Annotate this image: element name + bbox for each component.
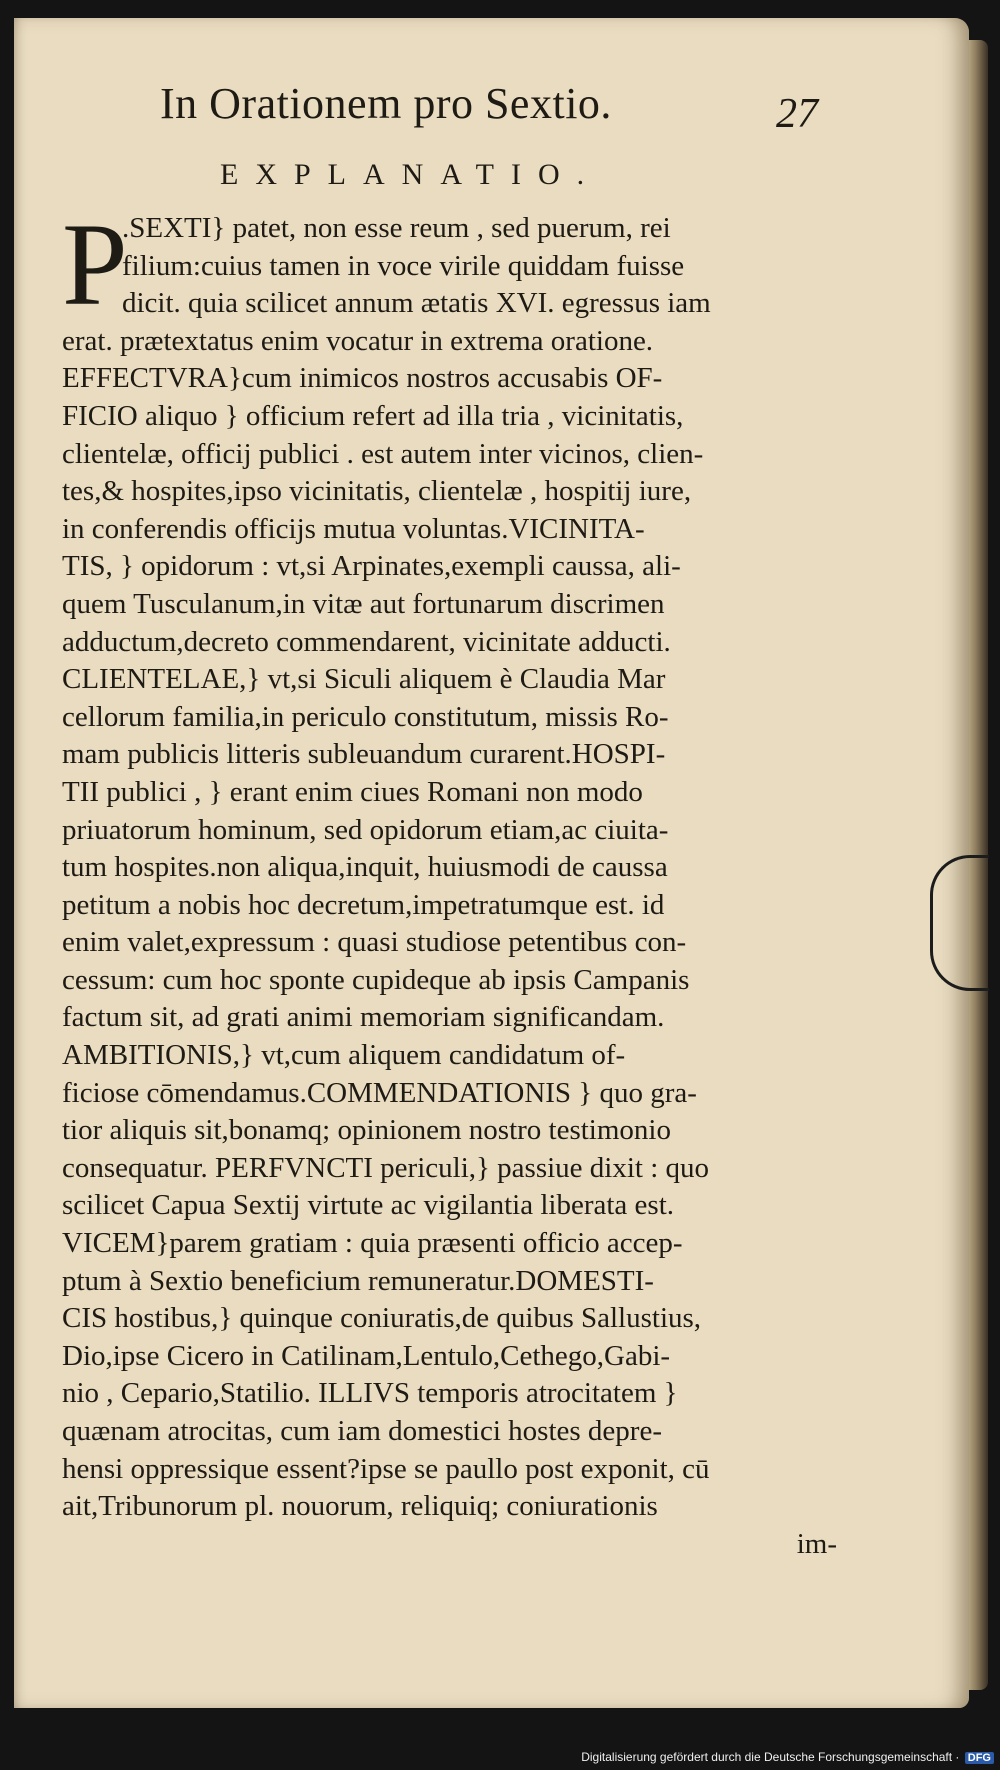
text-line: cellorum familia,in periculo constitutum, missis Ro- xyxy=(62,700,669,733)
text-line: priuatorum hominum, sed opidorum etiam,ac ciuita- xyxy=(62,813,669,846)
text-line: factum sit, ad grati animi memoriam significandam. xyxy=(62,1001,665,1034)
text-line: cessum: cum hoc sponte cupideque ab ipsis Campanis xyxy=(62,963,690,996)
section-heading: EXPLANATIO. xyxy=(220,158,602,191)
text-line: TII publici , } erant enim ciues Romani non modo xyxy=(62,775,643,808)
text-line: ficiose cōmendamus.COMMENDATIONIS } quo gra- xyxy=(62,1076,697,1109)
digitization-credit xyxy=(581,1750,994,1764)
text-line: .SEXTI} patet, non esse reum , sed puerum, rei xyxy=(122,212,671,244)
text-line: nio , Cepario,Statilio. ILLIVS temporis atrocitatem } xyxy=(62,1377,678,1410)
text-line: quem Tusculanum,in vitæ aut fortunarum discrimen xyxy=(62,587,665,620)
text-line: in conferendis officijs mutua voluntas.VICINITA- xyxy=(62,512,645,545)
text-line: ptum à Sextio beneficium remuneratur.DOMESTI- xyxy=(62,1264,654,1297)
text-line: TIS, } opidorum : vt,si Arpinates,exempli caussa, ali- xyxy=(62,550,681,583)
page-clip xyxy=(930,855,989,991)
text-line: tes,& hospites,ipso vicinitatis, clientelæ , hospitij iure, xyxy=(62,475,692,508)
catchword: im- xyxy=(796,1527,837,1560)
text-line: AMBITIONIS,} vt,cum aliquem candidatum of- xyxy=(62,1039,626,1072)
text-line: mam publicis litteris subleuandum curarent.HOSPI- xyxy=(62,738,666,771)
text-line: ait,Tribunorum pl. nouorum, reliquiq; coniurationis xyxy=(62,1490,658,1523)
page-number: 27 xyxy=(776,91,818,137)
text-line: dicit. quia scilicet annum ætatis XVI. egressus iam xyxy=(122,287,711,320)
text-line: clientelæ, officij publici . est autem inter vicinos, clien- xyxy=(62,437,704,470)
text-line: adductum,decreto commendarent, vicinitate adducti. xyxy=(62,625,671,658)
text-line: CIS hostibus,} quinque coniuratis,de quibus Sallustius, xyxy=(62,1302,702,1335)
text-line: scilicet Capua Sextij virtute ac vigilantia liberata est. xyxy=(62,1189,675,1222)
text-line: tum hospites.non aliqua,inquit, huiusmodi de caussa xyxy=(62,851,668,884)
drop-cap: P xyxy=(62,199,128,330)
text-line: consequatur. PERFVNCTI periculi,} passiue dixit : quo xyxy=(62,1151,710,1184)
text-line: Dio,ipse Cicero in Catilinam,Lentulo,Cethego,Gabi- xyxy=(62,1339,671,1372)
text-line: petitum a nobis hoc decretum,impetratumque est. id xyxy=(62,888,665,921)
text-line: EFFECTVRA}cum inimicos nostros accusabis OF- xyxy=(62,362,663,395)
running-head: In Orationem pro Sextio. xyxy=(160,79,612,128)
text-line: CLIENTELAE,} vt,si Siculi aliquem è Claudia Mar xyxy=(62,663,666,696)
text-line: FICIO aliquo } officium refert ad illa tria , vicinitatis, xyxy=(62,399,684,432)
text-line: hensi oppressique essent?ipse se paullo post exponit, cū xyxy=(62,1452,710,1485)
text-line: VICEM}parem gratiam : quia præsenti officio accep- xyxy=(62,1227,683,1260)
text-line: tior aliquis sit,bonamq; opinionem nostro testimonio xyxy=(62,1114,671,1147)
dfg-logo: DFG xyxy=(965,1752,994,1764)
text-line: filium:cuius tamen in voce virile quiddam fuisse xyxy=(122,249,685,282)
body-text xyxy=(62,210,837,1563)
text-line: quænam atrocitas, cum iam domestici hostes depre- xyxy=(62,1415,662,1447)
text-line: enim valet,expressum : quasi studiose petentibus con- xyxy=(62,926,687,959)
credit-text: Digitalisierung gefördert durch die Deutsche Forschungsgemeinschaft · xyxy=(581,1750,960,1764)
text-line: erat. prætextatus enim vocatur in extrema oratione. xyxy=(62,324,654,357)
